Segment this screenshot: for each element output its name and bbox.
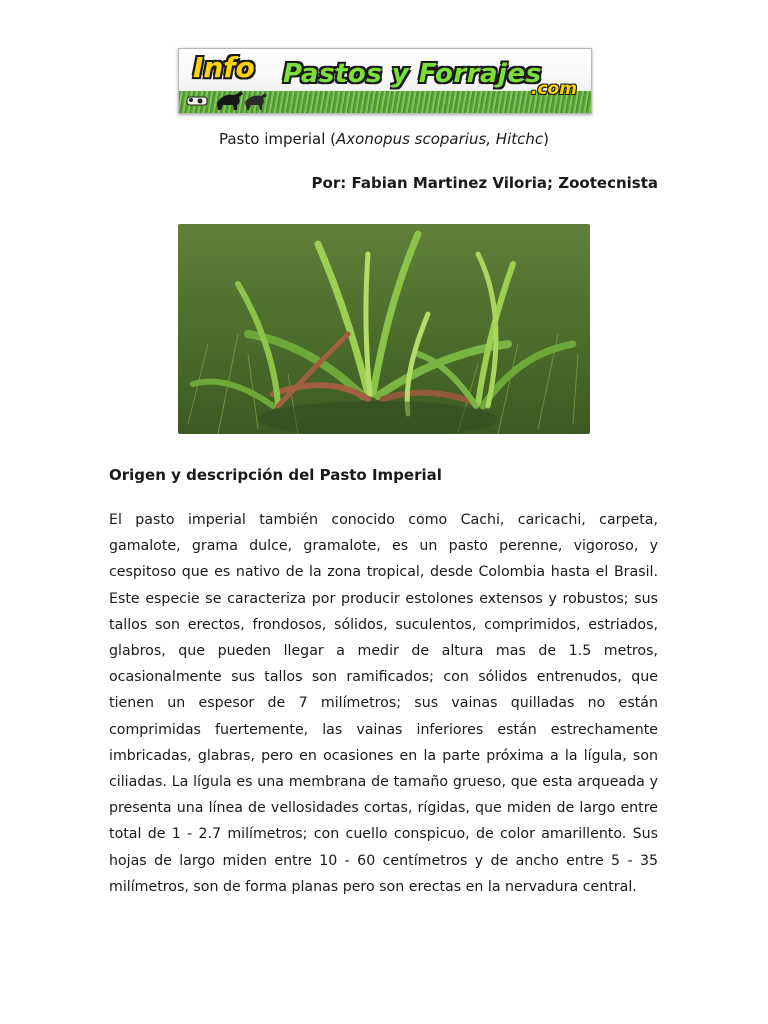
article-title: [0, 130, 768, 148]
logo-word-com: .com: [531, 79, 577, 99]
horse-silhouette-icon: [183, 85, 273, 111]
section-heading: Origen y descripción del Pasto Imperial: [109, 466, 442, 484]
title-scientific-name: Axonopus scoparius, Hitchc: [336, 130, 544, 148]
grass-plant-image: [178, 224, 590, 434]
logo-word-pastos-forrajes: Pastos y Forrajes: [283, 59, 542, 89]
article-author: Por: Fabian Martinez Viloria; Zootecnista: [311, 174, 658, 192]
article-body-paragraph: El pasto imperial también conocido como Cachi, caricachi, carpeta, gamalote, grama dulce, gramalote, es un pasto perenne, vigoroso, y cespitoso que es nativo de la zona tropical, desde Colombia hasta el Brasil. Este especie se caracteriza por producir estolones extensos y robustos; sus tallos son erectos, frondosos, sólidos, suculentos, comprimidos, estriados, glabros, que pueden llegar a medir de altura mas de 1.5 metros, ocasionalmente sus tallos son ramificados; con sólidos entrenudos, que tienen un espesor de 7 milímetros; sus vainas quilladas no están comprimidas fuertemente, las vainas inferiores están estrechamente imbricadas, glabras, pero en ocasiones en la parte próxima a la lígula, son ciliadas. La lígula es una membrana de tamaño grueso, que esta arqueada y presenta una línea de vellosidades cortas, rígidas, que miden de largo entre total de 1 - 2.7 milímetros; con cuello conspicuo, de color amarillento. Sus hojas de largo miden entre 10 - 60 centímetros y de ancho entre 5 - 35 milímetros, son de forma planas pero son erectas en la nervadura central.: [109, 512, 658, 895]
title-prefix: Pasto imperial (: [218, 130, 337, 148]
title-suffix: ): [543, 130, 549, 148]
logo-word-info: Info: [193, 51, 255, 84]
grass-photo: [178, 224, 590, 434]
site-logo: [178, 48, 592, 114]
